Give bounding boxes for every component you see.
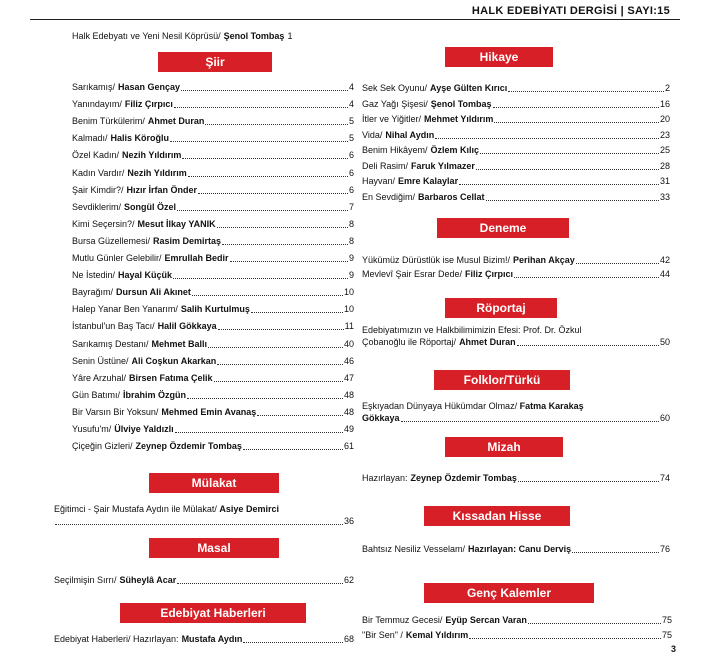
leader-dots <box>222 244 348 245</box>
leader-dots <box>208 347 343 348</box>
section-heading-roportaj: Röportaj <box>445 298 557 318</box>
entry-page: 7 <box>348 201 354 212</box>
entry-page: 33 <box>659 191 670 202</box>
section-heading-siir: Şiir <box>158 52 272 72</box>
toc-entry-siir[interactable] <box>72 304 354 315</box>
leader-dots <box>205 124 348 125</box>
entry-page: 10 <box>343 287 354 298</box>
entry-author: Mehmet Ballı <box>151 338 208 349</box>
entry-author: Birsen Fatıma Çelik <box>129 372 213 383</box>
entry-page: 6 <box>348 167 354 178</box>
entry-author: Nihal Aydın <box>385 129 435 140</box>
leader-dots <box>494 122 659 123</box>
entry-author: Hayal Küçük <box>118 270 173 281</box>
entry-author: Halil Gökkaya <box>157 321 217 332</box>
toc-entry-hikaye[interactable] <box>362 114 670 125</box>
toc-entry-siir[interactable] <box>72 168 354 179</box>
entry-title: Yükümüz Dürüstlük ise Musul Bizim!/ <box>362 255 511 265</box>
entry-title: Kalmadı/ <box>72 133 108 144</box>
entry-title: Bursa Güzellemesi/ <box>72 235 151 246</box>
toc-entry-siir[interactable] <box>72 321 354 332</box>
toc-entry-hikaye[interactable] <box>362 176 670 187</box>
leader-dots <box>177 210 348 211</box>
leader-dots <box>230 261 348 262</box>
leader-dots <box>459 184 659 185</box>
toc-entry-hikaye[interactable] <box>362 161 670 172</box>
entry-page: 9 <box>348 270 354 281</box>
entry-title: Sevdiklerim/ <box>72 201 122 212</box>
toc-entry-masal[interactable]: Seçilmişin Sırrı/ Süheylâ Acar 62 <box>54 575 354 585</box>
entry-title: Sarıkamış Destanı/ <box>72 338 149 349</box>
leader-dots <box>476 169 659 170</box>
leader-dots <box>170 141 348 142</box>
entry-author: Kemal Yıldırım <box>405 630 469 640</box>
toc-entry-roportaj[interactable]: Edebiyatımızın ve Halkbilimimizin Efesi: Prof. Dr. Özkul Çobanoğlu ile Röportaj/ Ahmet Duran 50 <box>362 325 670 347</box>
entry-title: "Bir Sen" / <box>362 630 403 640</box>
entry-author: Hasan Gençay <box>118 82 181 92</box>
entry-title: En Sevdiğim/ <box>362 191 416 202</box>
leader-dots <box>217 364 343 365</box>
toc-entry-siir[interactable] <box>72 424 354 435</box>
entry-author: Halis Köroğlu <box>110 133 170 144</box>
entry-page: 25 <box>659 145 670 155</box>
toc-entry-haberler[interactable]: Edebiyat Haberleri/ Hazırlayan: Mustafa Aydın 68 <box>54 634 354 644</box>
entry-page: 5 <box>348 116 354 127</box>
entry-page: 23 <box>659 129 670 140</box>
toc-entry-siir[interactable] <box>72 219 354 230</box>
entry-page: 11 <box>344 321 354 332</box>
toc-entry-deneme[interactable] <box>362 255 670 266</box>
entry-title: Bir Temmuz Gecesi/ <box>362 615 443 625</box>
entry-author: Faruk Yılmazer <box>411 160 475 171</box>
entry-page: 61 <box>343 441 354 452</box>
toc-entry-folklor[interactable]: Eşkıyadan Dünyaya Hükümdar Olmaz/ Fatma Karakaş Gökkaya 60 <box>362 401 670 423</box>
entry-author: Ahmet Duran <box>147 116 205 127</box>
entry-author: Mesut İlkay YANIK <box>137 218 216 229</box>
entry-title: İtler ve Yiğitler/ <box>362 114 422 124</box>
leader-dots <box>251 312 343 313</box>
entry-author: Salih Kurtulmuş <box>180 304 250 315</box>
toc-entry-siir[interactable] <box>72 253 354 264</box>
entry-title: Bir Varsın Bir Yoksun/ <box>72 406 159 417</box>
entry-page: 4 <box>348 99 354 110</box>
entry-page: 44 <box>659 269 670 279</box>
entry-page: 49 <box>343 424 354 434</box>
entry-title: Senin Üstüne/ <box>72 355 129 366</box>
leader-dots <box>182 158 348 159</box>
entry-page: 48 <box>343 406 354 417</box>
entry-author: Mehmet Yıldırım <box>424 114 494 124</box>
entry-author: Emrullah Bedir <box>164 253 229 263</box>
toc-entry-kissadan[interactable]: Bahtsız Nesiliz Vesselam/ Hazırlayan: Canu Derviş 76 <box>362 544 670 554</box>
entry-page: 20 <box>659 114 670 124</box>
entry-author: Filiz Çırpıcı <box>124 99 173 110</box>
entry-title: Özel Kadın/ <box>72 150 120 161</box>
toc-entry-siir[interactable] <box>72 356 354 367</box>
entry-title: Bayrağım/ <box>72 287 114 298</box>
entry-page: 9 <box>348 253 354 263</box>
toc-entry-siir[interactable] <box>72 407 354 418</box>
section-heading-genc: Genç Kalemler <box>424 583 594 603</box>
entry-title: Vida/ <box>362 129 383 140</box>
entry-author: Barbaros Cellat <box>418 191 485 202</box>
toc-entry-genc[interactable] <box>362 630 672 641</box>
entry-author: Özlem Kılıç <box>430 145 480 155</box>
entry-page: 75 <box>661 630 672 640</box>
toc-entry-siir[interactable] <box>72 202 354 213</box>
section-heading-haberler: Edebiyat Haberleri <box>120 603 306 623</box>
toc-entry-siir[interactable] <box>72 441 354 452</box>
entry-page: 4 <box>348 82 354 92</box>
toc-entry-hikaye[interactable] <box>362 83 670 94</box>
entry-author: Şenol Tombaş <box>430 98 492 109</box>
entry-author: Filiz Çırpıcı <box>465 269 514 279</box>
entry-page: 5 <box>348 133 354 144</box>
toc-entry-siir[interactable] <box>72 82 354 93</box>
leader-dots <box>174 107 348 108</box>
leader-dots <box>198 193 348 194</box>
leader-dots <box>480 153 659 154</box>
entry-title: Çiçeğin Gizleri/ <box>72 441 133 452</box>
toc-entry-mizah[interactable]: Hazırlayan: Zeynep Özdemir Tombaş 74 <box>362 473 670 483</box>
toc-entry-mulakat[interactable]: Eğitimci - Şair Mustafa Aydın ile Mülakat/ Asiye Demirci 36 <box>54 504 354 526</box>
entry-title: Yusufu'm/ <box>72 424 112 434</box>
entry-title: Mutlu Günler Gelebilir/ <box>72 253 162 263</box>
entry-title: Yanındayım/ <box>72 99 122 110</box>
leader-dots <box>514 277 659 278</box>
leader-dots <box>257 415 343 416</box>
toc-entry-intro[interactable]: Halk Edebyatı ve Yeni Nesil Köprüsü/ Şenol Tombaş 1 <box>72 31 293 41</box>
toc-entry-siir[interactable] <box>72 236 354 247</box>
entry-author: Dursun Ali Akınet <box>116 287 191 298</box>
entry-title: Şair Kimdir?/ <box>72 184 124 195</box>
entry-author: Mehmed Emin Avanaş <box>161 406 257 417</box>
leader-dots <box>188 176 348 177</box>
leader-dots <box>173 278 348 279</box>
entry-author: Eyüp Sercan Varan <box>445 615 527 625</box>
toc-entry-hikaye[interactable] <box>362 130 670 141</box>
entry-author: Nezih Yıldırım <box>122 150 182 161</box>
section-heading-mizah: Mizah <box>445 437 563 457</box>
entry-page: 28 <box>659 160 670 171</box>
entry-page: 2 <box>664 83 670 93</box>
leader-dots <box>192 295 343 296</box>
magazine-title: HALK EDEBİYATI DERGİSİ | SAYI:15 <box>471 5 670 17</box>
entry-author: Ali Coşkun Akarkan <box>131 355 217 366</box>
page-number: 3 <box>670 644 676 654</box>
toc-entry-siir[interactable] <box>72 150 354 161</box>
page-header <box>0 0 720 22</box>
entry-page: 47 <box>343 372 354 383</box>
toc-entry-siir[interactable] <box>72 373 354 384</box>
toc-entry-hikaye[interactable] <box>362 99 670 110</box>
section-heading-kissadan: Kıssadan Hisse <box>424 506 570 526</box>
entry-author: Ayşe Gülten Kırıcı <box>430 83 508 93</box>
leader-dots <box>181 90 348 91</box>
leader-dots <box>493 107 659 108</box>
header-rule <box>30 19 680 20</box>
entry-title: Gaz Yağı Şişesi/ <box>362 98 428 109</box>
leader-dots <box>486 200 659 201</box>
entry-page: 75 <box>661 615 672 625</box>
toc-entry-siir[interactable] <box>72 287 354 298</box>
entry-page: 46 <box>343 355 354 366</box>
entry-page: 48 <box>343 389 354 400</box>
toc-entry-hikaye[interactable] <box>362 192 670 203</box>
toc-entry-siir[interactable] <box>72 390 354 401</box>
entry-title: Sek Sek Oyunu/ <box>362 83 428 93</box>
leader-dots <box>528 623 661 624</box>
toc-entry-hikaye[interactable] <box>362 145 670 156</box>
toc-entry-siir[interactable] <box>72 270 354 281</box>
entry-title: Kadın Vardır/ <box>72 167 125 178</box>
entry-title: Benim Türkülerim/ <box>72 116 145 127</box>
entry-author: İbrahim Özgün <box>123 389 187 400</box>
entry-page: 8 <box>348 235 354 246</box>
entry-page: 16 <box>659 98 670 109</box>
entry-author: Rasim Demirtaş <box>153 235 222 246</box>
section-heading-deneme: Deneme <box>437 218 569 238</box>
entry-title: Ne İstedin/ <box>72 270 116 281</box>
entry-author: Zeynep Özdemir Tombaş <box>135 441 242 452</box>
entry-author: Nezih Yıldırım <box>127 167 187 178</box>
leader-dots <box>187 398 343 399</box>
toc-entry-siir[interactable] <box>72 339 354 350</box>
toc-entry-siir[interactable] <box>72 133 354 144</box>
entry-author: Hızır İrfan Önder <box>126 184 198 195</box>
toc-entry-siir[interactable] <box>72 116 354 127</box>
section-heading-folklor: Folklor/Türkü <box>434 370 570 390</box>
entry-title: Deli Rasim/ <box>362 160 409 171</box>
leader-dots <box>243 449 343 450</box>
entry-page: 10 <box>343 304 354 315</box>
entry-author: Ülviye Yaldızlı <box>114 424 174 434</box>
toc-entry-genc[interactable] <box>362 615 672 626</box>
leader-dots <box>175 432 343 433</box>
entry-title: Yâre Arzuhal/ <box>72 372 127 383</box>
entry-author: Perihan Akçay <box>513 255 575 265</box>
section-heading-masal: Masal <box>149 538 279 558</box>
entry-author: Emre Kalaylar <box>398 176 459 186</box>
entry-page: 6 <box>348 184 354 195</box>
leader-dots <box>576 263 659 264</box>
entry-title: Kimi Seçersin?/ <box>72 218 135 229</box>
entry-author: Songül Özel <box>124 201 177 212</box>
entry-title: İstanbul'un Baş Tacı/ <box>72 321 155 332</box>
leader-dots <box>218 329 344 330</box>
entry-title: Mevlevî Şair Esrar Dede/ <box>362 269 463 279</box>
entry-title: Gün Batımı/ <box>72 389 121 400</box>
leader-dots <box>217 227 348 228</box>
entry-title: Hayvan/ <box>362 176 396 186</box>
leader-dots <box>435 138 659 139</box>
toc-entry-deneme[interactable] <box>362 269 670 280</box>
toc-entry-siir[interactable] <box>72 99 354 110</box>
toc-entry-siir[interactable] <box>72 185 354 196</box>
leader-dots <box>214 381 343 382</box>
entry-title: Halep Yanar Ben Yanarım/ <box>72 304 178 315</box>
entry-page: 8 <box>348 218 354 229</box>
entry-page: 31 <box>659 176 670 186</box>
entry-title: Sarıkamış/ <box>72 82 116 92</box>
entry-page: 6 <box>348 150 354 161</box>
section-heading-hikaye: Hikaye <box>445 47 553 67</box>
leader-dots <box>508 91 664 92</box>
leader-dots <box>469 638 661 639</box>
entry-title: Benim Hikâyem/ <box>362 145 428 155</box>
entry-page: 42 <box>659 255 670 265</box>
entry-page: 40 <box>343 338 354 349</box>
section-heading-mulakat: Mülakat <box>149 473 279 493</box>
